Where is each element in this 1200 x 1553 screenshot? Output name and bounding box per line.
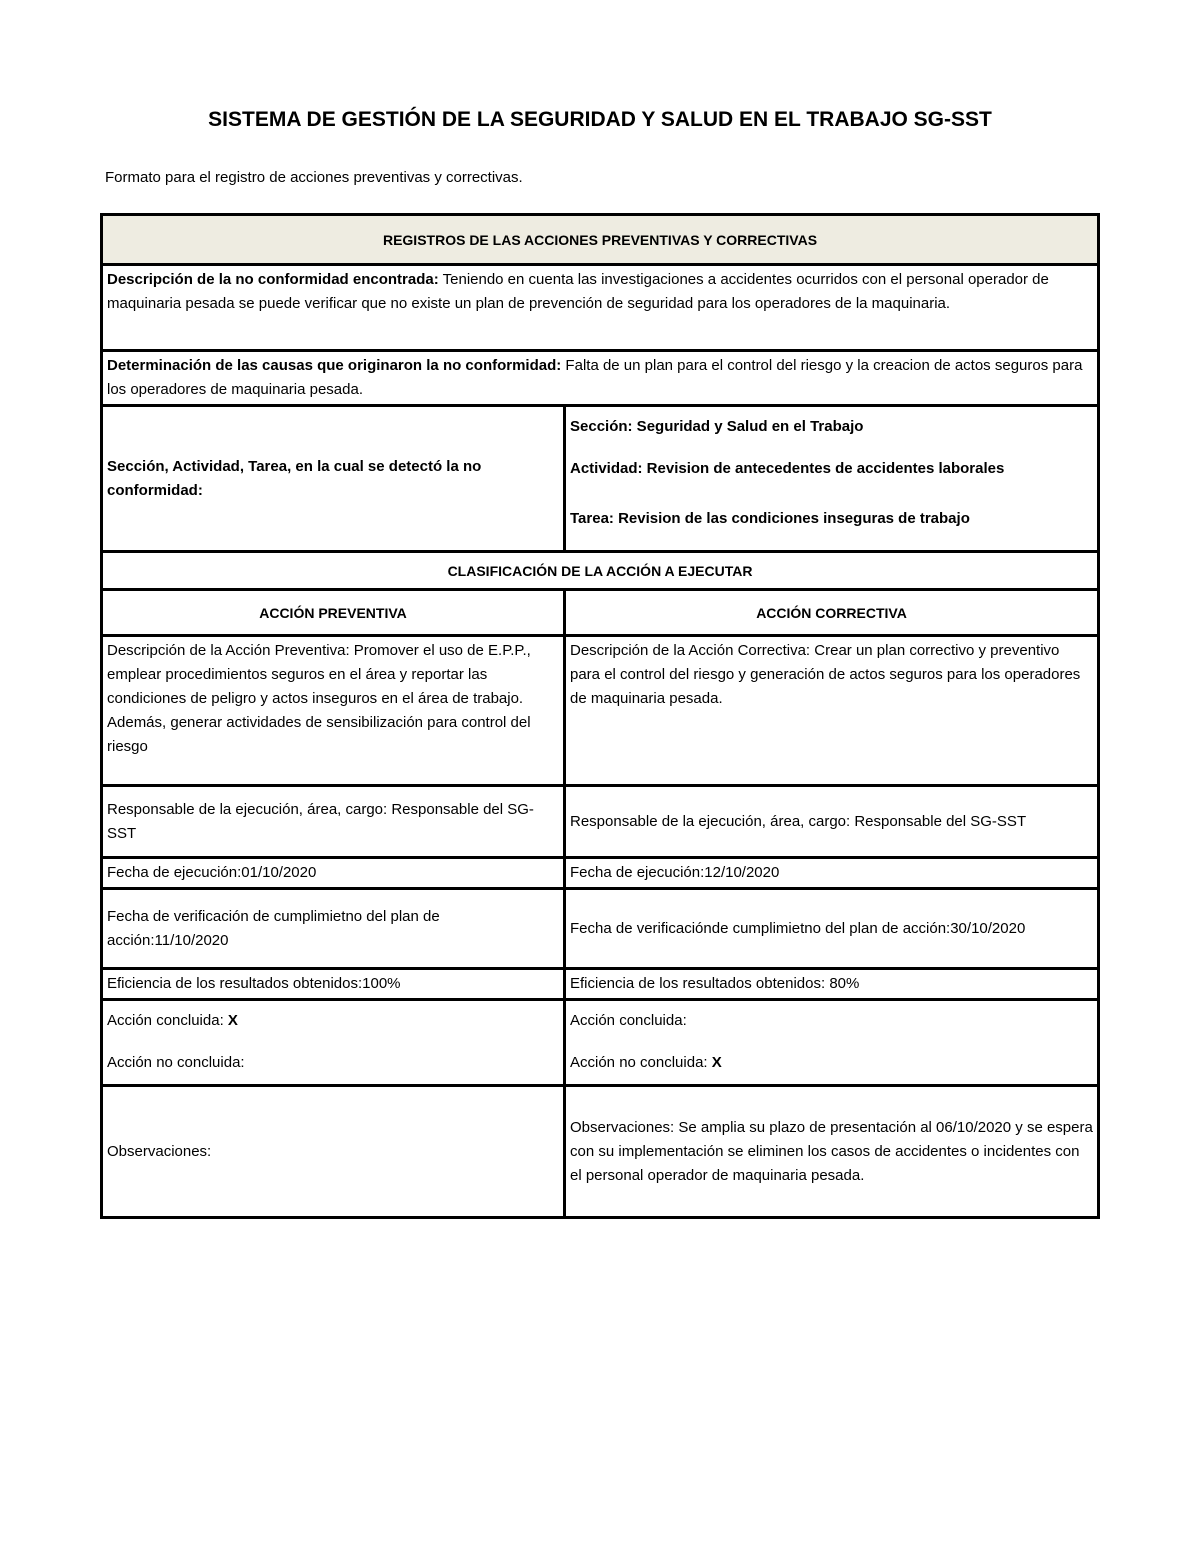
corrective-status-cell <box>565 1000 1099 1086</box>
detection-label-cell <box>102 406 565 552</box>
causes-label: Determinación de las causas que originaron la no conformidad: <box>107 357 562 374</box>
nonconformity-cell <box>102 265 1099 351</box>
preventive-description: Descripción de la Acción Preventiva: Promover el uso de E.P.P., emplear procedimientos seguros en el área y reportar las condiciones de peligro y actos inseguros en el área de trabajo. Además, generar actividades de sensibilización para control del riesgo <box>102 636 565 786</box>
detection-activity: Actividad: Revision de antecedentes de accidentes laborales <box>570 460 1005 477</box>
preventive-status-cell <box>102 1000 565 1086</box>
preventive-concluded-label: Acción concluida: <box>107 1012 228 1029</box>
detection-task: Tarea: Revision de las condiciones inseguras de trabajo <box>570 510 970 527</box>
detection-label: Sección, Actividad, Tarea, en la cual se detectó la no conformidad: <box>107 457 482 499</box>
preventive-concluded-mark: X <box>227 1012 238 1029</box>
corrective-concluded-label: Acción concluida: <box>570 1012 687 1029</box>
table-header: REGISTROS DE LAS ACCIONES PREVENTIVAS Y CORRECTIVAS <box>102 215 1099 265</box>
detection-values-cell <box>565 406 1099 552</box>
preventive-observations: Observaciones: <box>102 1086 565 1218</box>
corrective-execution-date: Fecha de ejecución:12/10/2020 <box>565 858 1099 889</box>
detection-section: Sección: Seguridad y Salud en el Trabajo <box>570 418 864 435</box>
document-subtitle: Formato para el registro de acciones preventivas y correctivas. <box>105 169 523 186</box>
document-title: SISTEMA DE GESTIÓN DE LA SEGURIDAD Y SALUD EN EL TRABAJO SG-SST <box>208 108 992 131</box>
actions-register-table <box>100 213 1100 1219</box>
corrective-efficiency: Eficiencia de los resultados obtenidos: 80% <box>565 969 1099 1000</box>
preventive-not-concluded-label: Acción no concluida: <box>107 1054 245 1071</box>
preventive-efficiency: Eficiencia de los resultados obtenidos:100% <box>102 969 565 1000</box>
corrective-not-concluded-mark: X <box>711 1054 722 1071</box>
preventive-responsible: Responsable de la ejecución, área, cargo: Responsable del SG-SST <box>102 786 565 858</box>
corrective-header: ACCIÓN CORRECTIVA <box>565 590 1099 636</box>
corrective-description: Descripción de la Acción Correctiva: Crear un plan correctivo y preventivo para el control del riesgo y generación de actos seguros para los operadores de maquinaria pesada. <box>565 636 1099 786</box>
corrective-verification-date: Fecha de verificaciónde cumplimietno del plan de acción:30/10/2020 <box>565 889 1099 969</box>
nonconformity-label: Descripción de la no conformidad encontrada: <box>107 271 439 288</box>
preventive-verification-date: Fecha de verificación de cumplimietno del plan de acción:11/10/2020 <box>102 889 565 969</box>
preventive-header: ACCIÓN PREVENTIVA <box>102 590 565 636</box>
preventive-execution-date: Fecha de ejecución:01/10/2020 <box>102 858 565 889</box>
causes-text: Falta de un plan para el control del riesgo y la creacion de actos seguros para los operadores de maquinaria pesada. <box>107 357 1083 398</box>
corrective-not-concluded-label: Acción no concluida: <box>570 1054 712 1071</box>
classification-header: CLASIFICACIÓN DE LA ACCIÓN A EJECUTAR <box>102 552 1099 590</box>
corrective-responsible: Responsable de la ejecución, área, cargo: Responsable del SG-SST <box>565 786 1099 858</box>
causes-cell <box>102 351 1099 406</box>
corrective-observations: Observaciones: Se amplia su plazo de presentación al 06/10/2020 y se espera con su implementación se eliminen los casos de accidentes o incidentes con el personal operador de maquinaria pesada. <box>565 1086 1099 1218</box>
nonconformity-text: Teniendo en cuenta las investigaciones a accidentes ocurridos con el personal operador de maquinaria pesada se puede verificar que no existe un plan de prevención de seguridad para los operadores de la maquinaria. <box>107 271 1049 312</box>
